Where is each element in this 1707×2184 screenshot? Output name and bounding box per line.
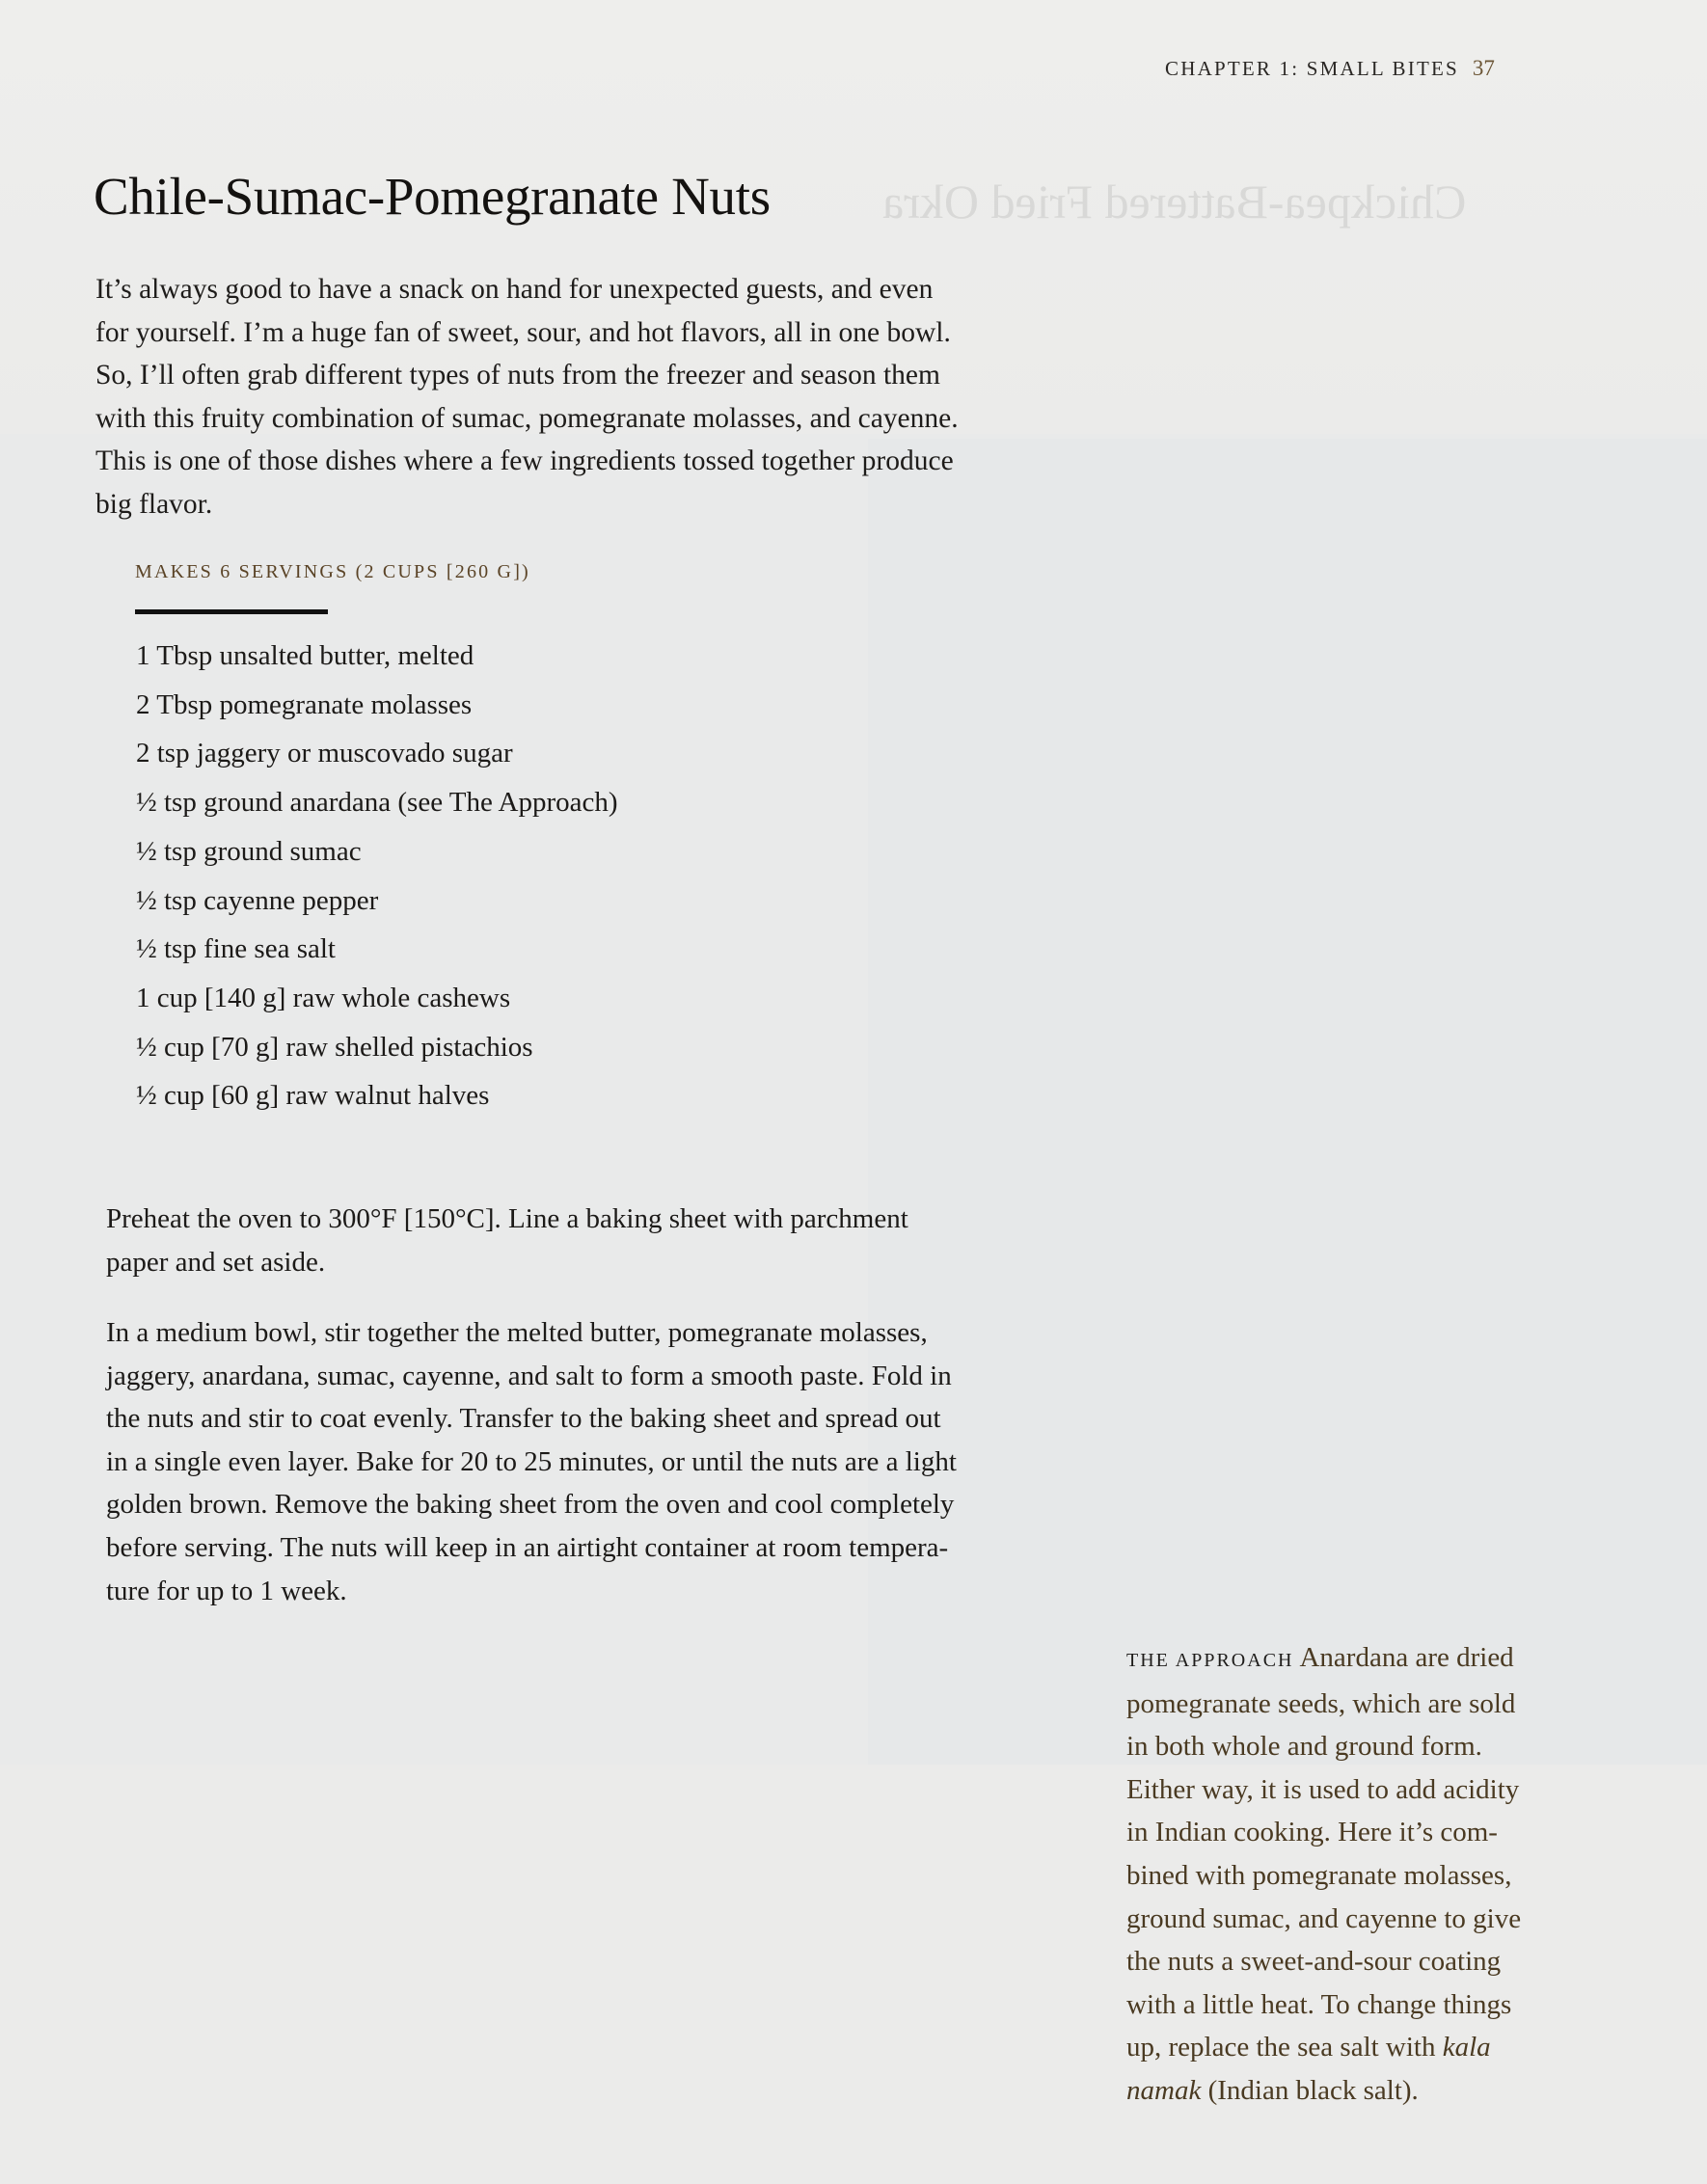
- ingredient-item: ½ tsp cayenne pepper: [136, 884, 379, 916]
- ingredient-item: ½ tsp fine sea salt: [136, 933, 336, 965]
- intro-line: big flavor.: [95, 488, 213, 520]
- ingredient-item: ½ cup [60 g] raw walnut halves: [136, 1080, 490, 1112]
- approach-sidebar: [1126, 1636, 1589, 2113]
- ingredient-item: ½ tsp ground sumac: [136, 835, 362, 867]
- intro-line: So, I’ll often grab different types of nuts from the freezer and season them: [95, 360, 940, 391]
- method-line: in a single even layer. Bake for 20 to 25 minutes, or until the nuts are a light: [106, 1445, 957, 1477]
- approach-line: with a little heat. To change things: [1126, 1988, 1512, 2020]
- ingredient-list: [136, 632, 618, 1120]
- intro-line: This is one of those dishes where a few ingredients tossed together produce: [95, 445, 954, 476]
- approach-line: pomegranate seeds, which are sold: [1126, 1687, 1516, 1719]
- ingredient-item: ½ cup [70 g] raw shelled pistachios: [136, 1031, 533, 1063]
- approach-text: (Indian black salt).: [1201, 2074, 1419, 2106]
- intro-line: with this fruity combination of sumac, pomegranate molasses, and cayenne.: [95, 402, 959, 434]
- intro-line: It’s always good to have a snack on hand for unexpected guests, and even: [95, 274, 934, 305]
- intro-line: for yourself. I’m a huge fan of sweet, sour, and hot flavors, all in one bowl.: [95, 316, 951, 348]
- chapter-label: CHAPTER 1: SMALL BITES: [1165, 57, 1459, 80]
- method-step-2: [106, 1311, 1099, 1612]
- approach-line: ground sumac, and cayenne to give: [1126, 1902, 1522, 1934]
- approach-line: [1126, 2069, 1589, 2113]
- ingredient-item: 2 tsp jaggery or muscovado sugar: [136, 738, 513, 769]
- method-line: before serving. The nuts will keep in an airtight container at room tempera-: [106, 1531, 949, 1563]
- approach-label: THE APPROACH: [1126, 1650, 1294, 1671]
- method-line: golden brown. Remove the baking sheet from the oven and cool completely: [106, 1489, 955, 1521]
- show-through-title: Chickpea-Battered Fried Okra: [882, 175, 1467, 229]
- approach-line: in both whole and ground form.: [1126, 1731, 1482, 1763]
- method-line: ture for up to 1 week.: [106, 1575, 347, 1606]
- page-number: 37: [1472, 56, 1495, 80]
- method-line: paper and set aside.: [106, 1246, 326, 1278]
- method-line: jaggery, anardana, sumac, cayenne, and salt to form a smooth paste. Fold in: [106, 1360, 952, 1391]
- method-step-1: [106, 1198, 1099, 1283]
- ingredient-item: 1 Tbsp unsalted butter, melted: [136, 640, 474, 671]
- approach-line: [1126, 1636, 1589, 1683]
- approach-first-text: Anardana are dried: [1299, 1642, 1514, 1673]
- approach-line: in Indian cooking. Here it’s com-: [1126, 1817, 1498, 1848]
- approach-text: up, replace the sea salt with: [1126, 2032, 1443, 2063]
- approach-line: the nuts a sweet-and-sour coating: [1126, 1946, 1502, 1978]
- recipe-yield: MAKES 6 SERVINGS (2 CUPS [260 G]): [135, 561, 530, 582]
- approach-italic-term: kala: [1442, 2032, 1491, 2063]
- approach-line: bined with pomegranate molasses,: [1126, 1859, 1512, 1891]
- recipe-intro: [95, 268, 1079, 526]
- method-line: In a medium bowl, stir together the melted butter, pomegranate molasses,: [106, 1317, 928, 1348]
- recipe-title: Chile-Sumac-Pomegranate Nuts: [94, 167, 771, 226]
- yield-divider: [135, 609, 328, 614]
- ingredient-item: 1 cup [140 g] raw whole cashews: [136, 982, 511, 1013]
- ingredient-item: ½ tsp ground anardana (see The Approach): [136, 787, 618, 819]
- method-line: the nuts and stir to coat evenly. Transfer to the baking sheet and spread out: [106, 1403, 941, 1435]
- ingredient-item: 2 Tbsp pomegranate molasses: [136, 688, 473, 720]
- method-line: Preheat the oven to 300°F [150°C]. Line a baking sheet with parchment: [106, 1203, 908, 1234]
- approach-line: [1126, 2026, 1589, 2069]
- running-head: [1165, 56, 1495, 81]
- approach-italic-term: namak: [1126, 2074, 1202, 2106]
- approach-line: Either way, it is used to add acidity: [1126, 1773, 1520, 1805]
